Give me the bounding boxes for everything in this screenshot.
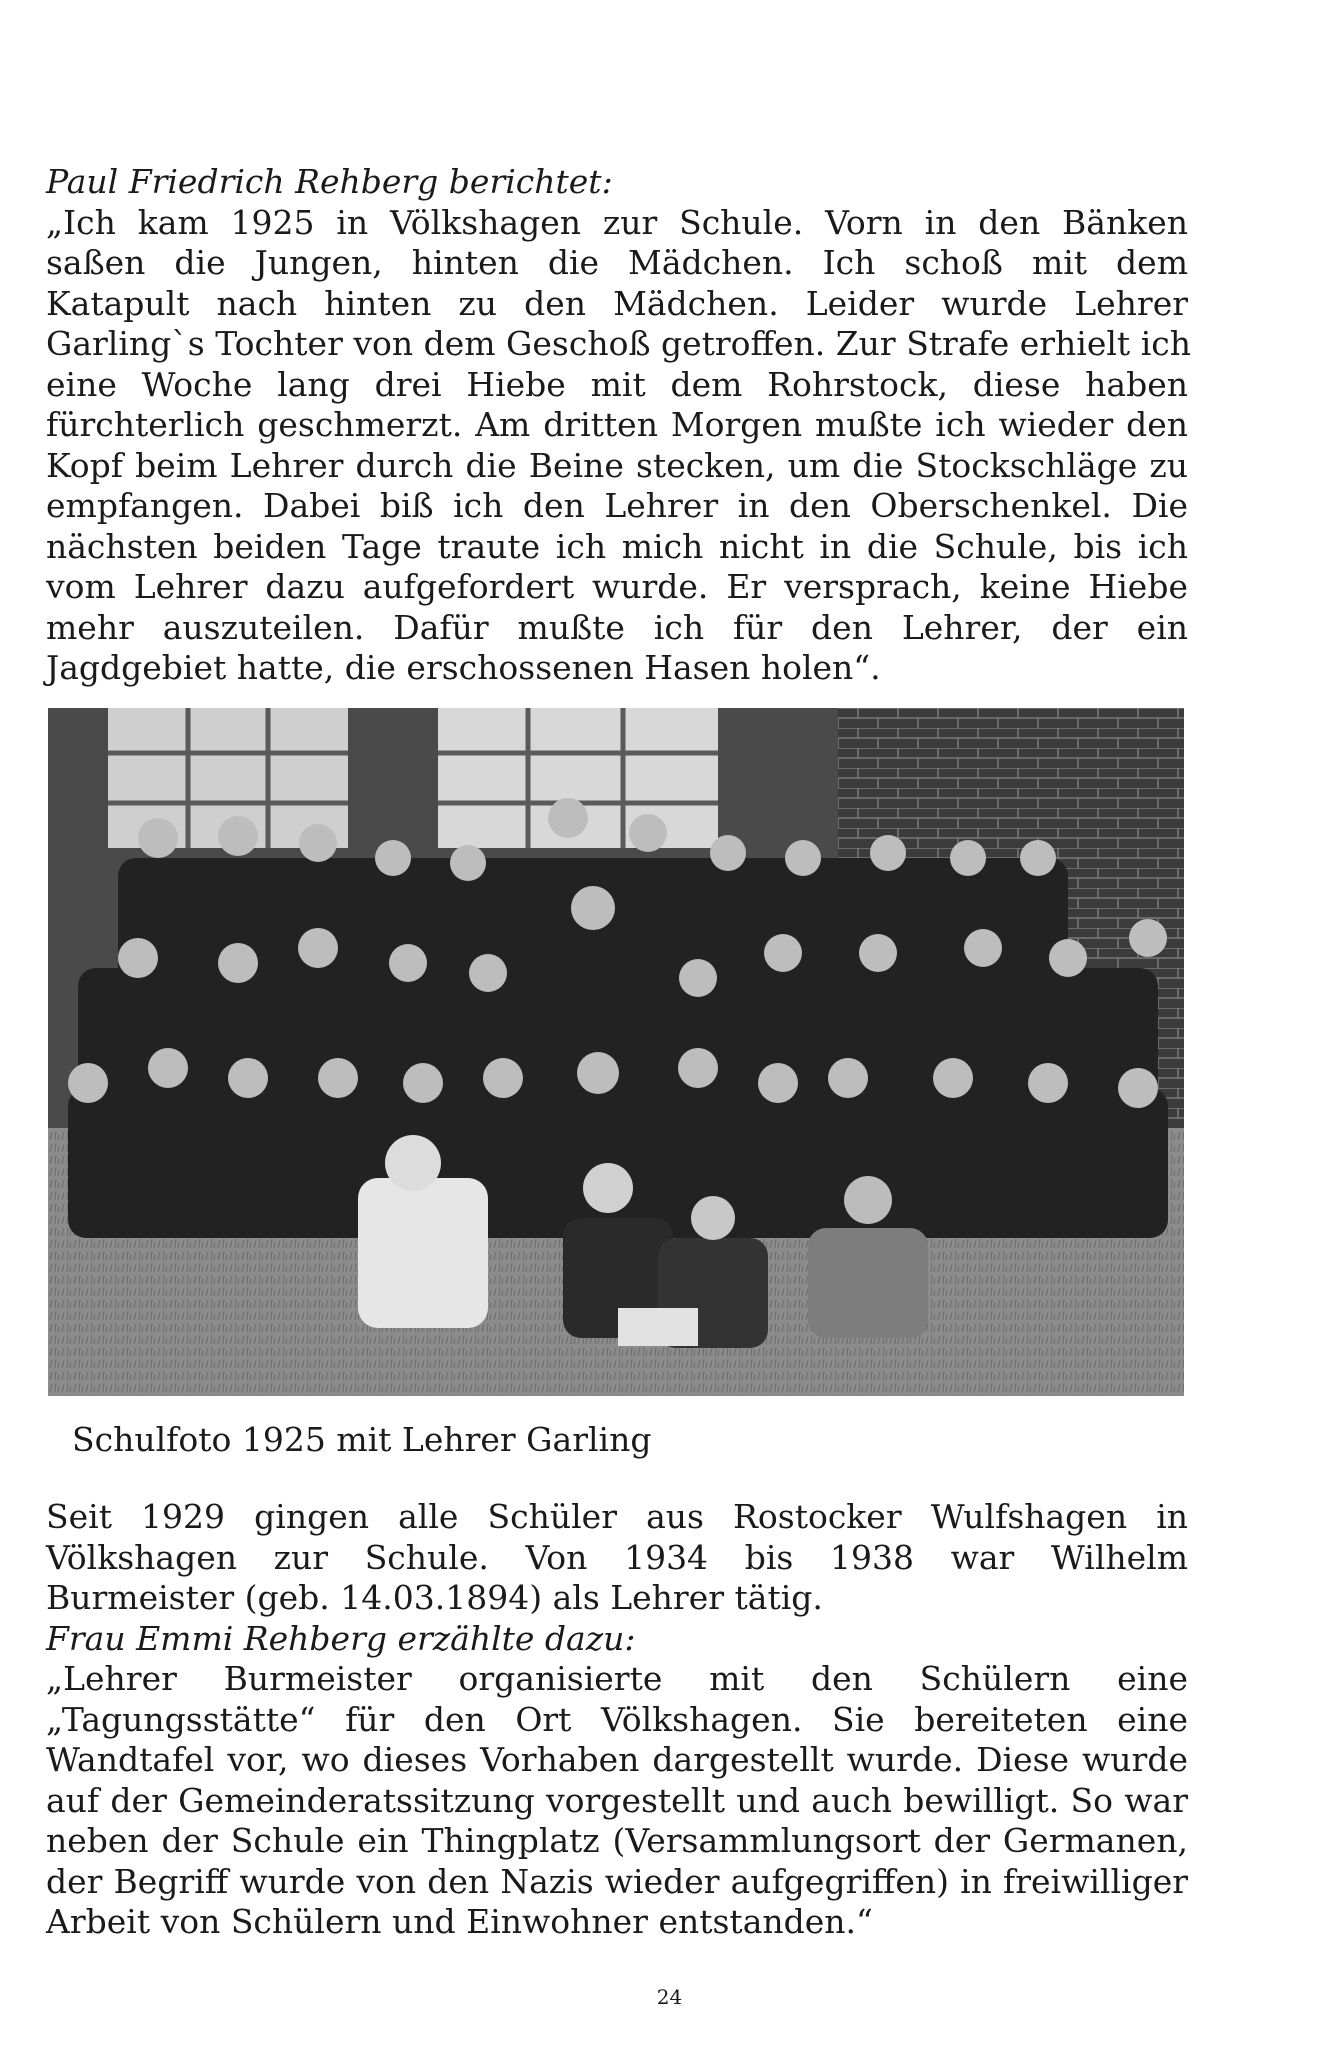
text-line: Jagdgebiet hatte, die erschossenen Hasen holen“. (46, 648, 881, 687)
page-number: 24 (656, 1985, 683, 2009)
text-line: „Tagungsstätte“ für den Ort Völkshagen. Sie bereiteten eine (46, 1699, 1188, 1739)
report-heading: Frau Emmi Rehberg erzählte dazu: (46, 1618, 636, 1658)
report-paul-rehberg (46, 162, 1191, 689)
text-line: mehr auszuteilen. Dafür mußte ich für den Lehrer, der ein (46, 607, 1188, 647)
school-photo (48, 708, 1184, 1396)
text-line: Garling`s Tochter von dem Geschoß getroffen. Zur Strafe erhielt ich (46, 324, 1191, 363)
text-line: Arbeit von Schülern und Einwohner entstanden.“ (46, 1902, 873, 1941)
text-line: vom Lehrer dazu aufgefordert wurde. Er versprach, keine Hiebe (46, 567, 1188, 606)
text-line: Burmeister (geb. 14.03.1894) als Lehrer tätig. (46, 1578, 823, 1617)
report-heading: Paul Friedrich Rehberg berichtet: (46, 162, 613, 201)
text-line: „Ich kam 1925 in Völkshagen zur Schule. Vorn in den Bänken (46, 202, 1188, 242)
text-line: Seit 1929 gingen alle Schüler aus Rostocker Wulfshagen in (46, 1497, 1188, 1536)
text-line: Wandtafel vor, wo dieses Vorhaben dargestellt wurde. Diese wurde (46, 1740, 1188, 1779)
text-line: fürchterlich geschmerzt. Am dritten Morgen mußte ich wieder den (46, 405, 1188, 444)
text-line: saßen die Jungen, hinten die Mädchen. Ich schoß mit dem (46, 243, 1188, 282)
photo-caption: Schulfoto 1925 mit Lehrer Garling (72, 1420, 652, 1459)
text-line: eine Woche lang drei Hiebe mit dem Rohrstock, diese haben (46, 364, 1188, 404)
text-line: „Lehrer Burmeister organisierte mit den Schülern eine (46, 1659, 1188, 1698)
text-line: nächsten beiden Tage traute ich mich nicht in die Schule, bis ich (46, 526, 1188, 566)
section-wilhelm-burmeister (46, 1497, 1188, 1943)
text-line: Kopf beim Lehrer durch die Beine stecken, um die Stockschläge zu (46, 445, 1188, 485)
text-line: der Begriff wurde von den Nazis wieder aufgegriffen) in freiwilliger (46, 1861, 1188, 1901)
text-line: auf der Gemeinderatssitzung vorgestellt und auch bewilligt. So war (46, 1780, 1188, 1820)
text-line: neben der Schule ein Thingplatz (Versammlungsort der Germanen, (46, 1821, 1188, 1860)
text-line: Völkshagen zur Schule. Von 1934 bis 1938 war Wilhelm (46, 1537, 1188, 1577)
text-line: empfangen. Dabei biß ich den Lehrer in den Oberschenkel. Die (46, 486, 1188, 525)
text-line: Katapult nach hinten zu den Mädchen. Leider wurde Lehrer (46, 283, 1188, 323)
